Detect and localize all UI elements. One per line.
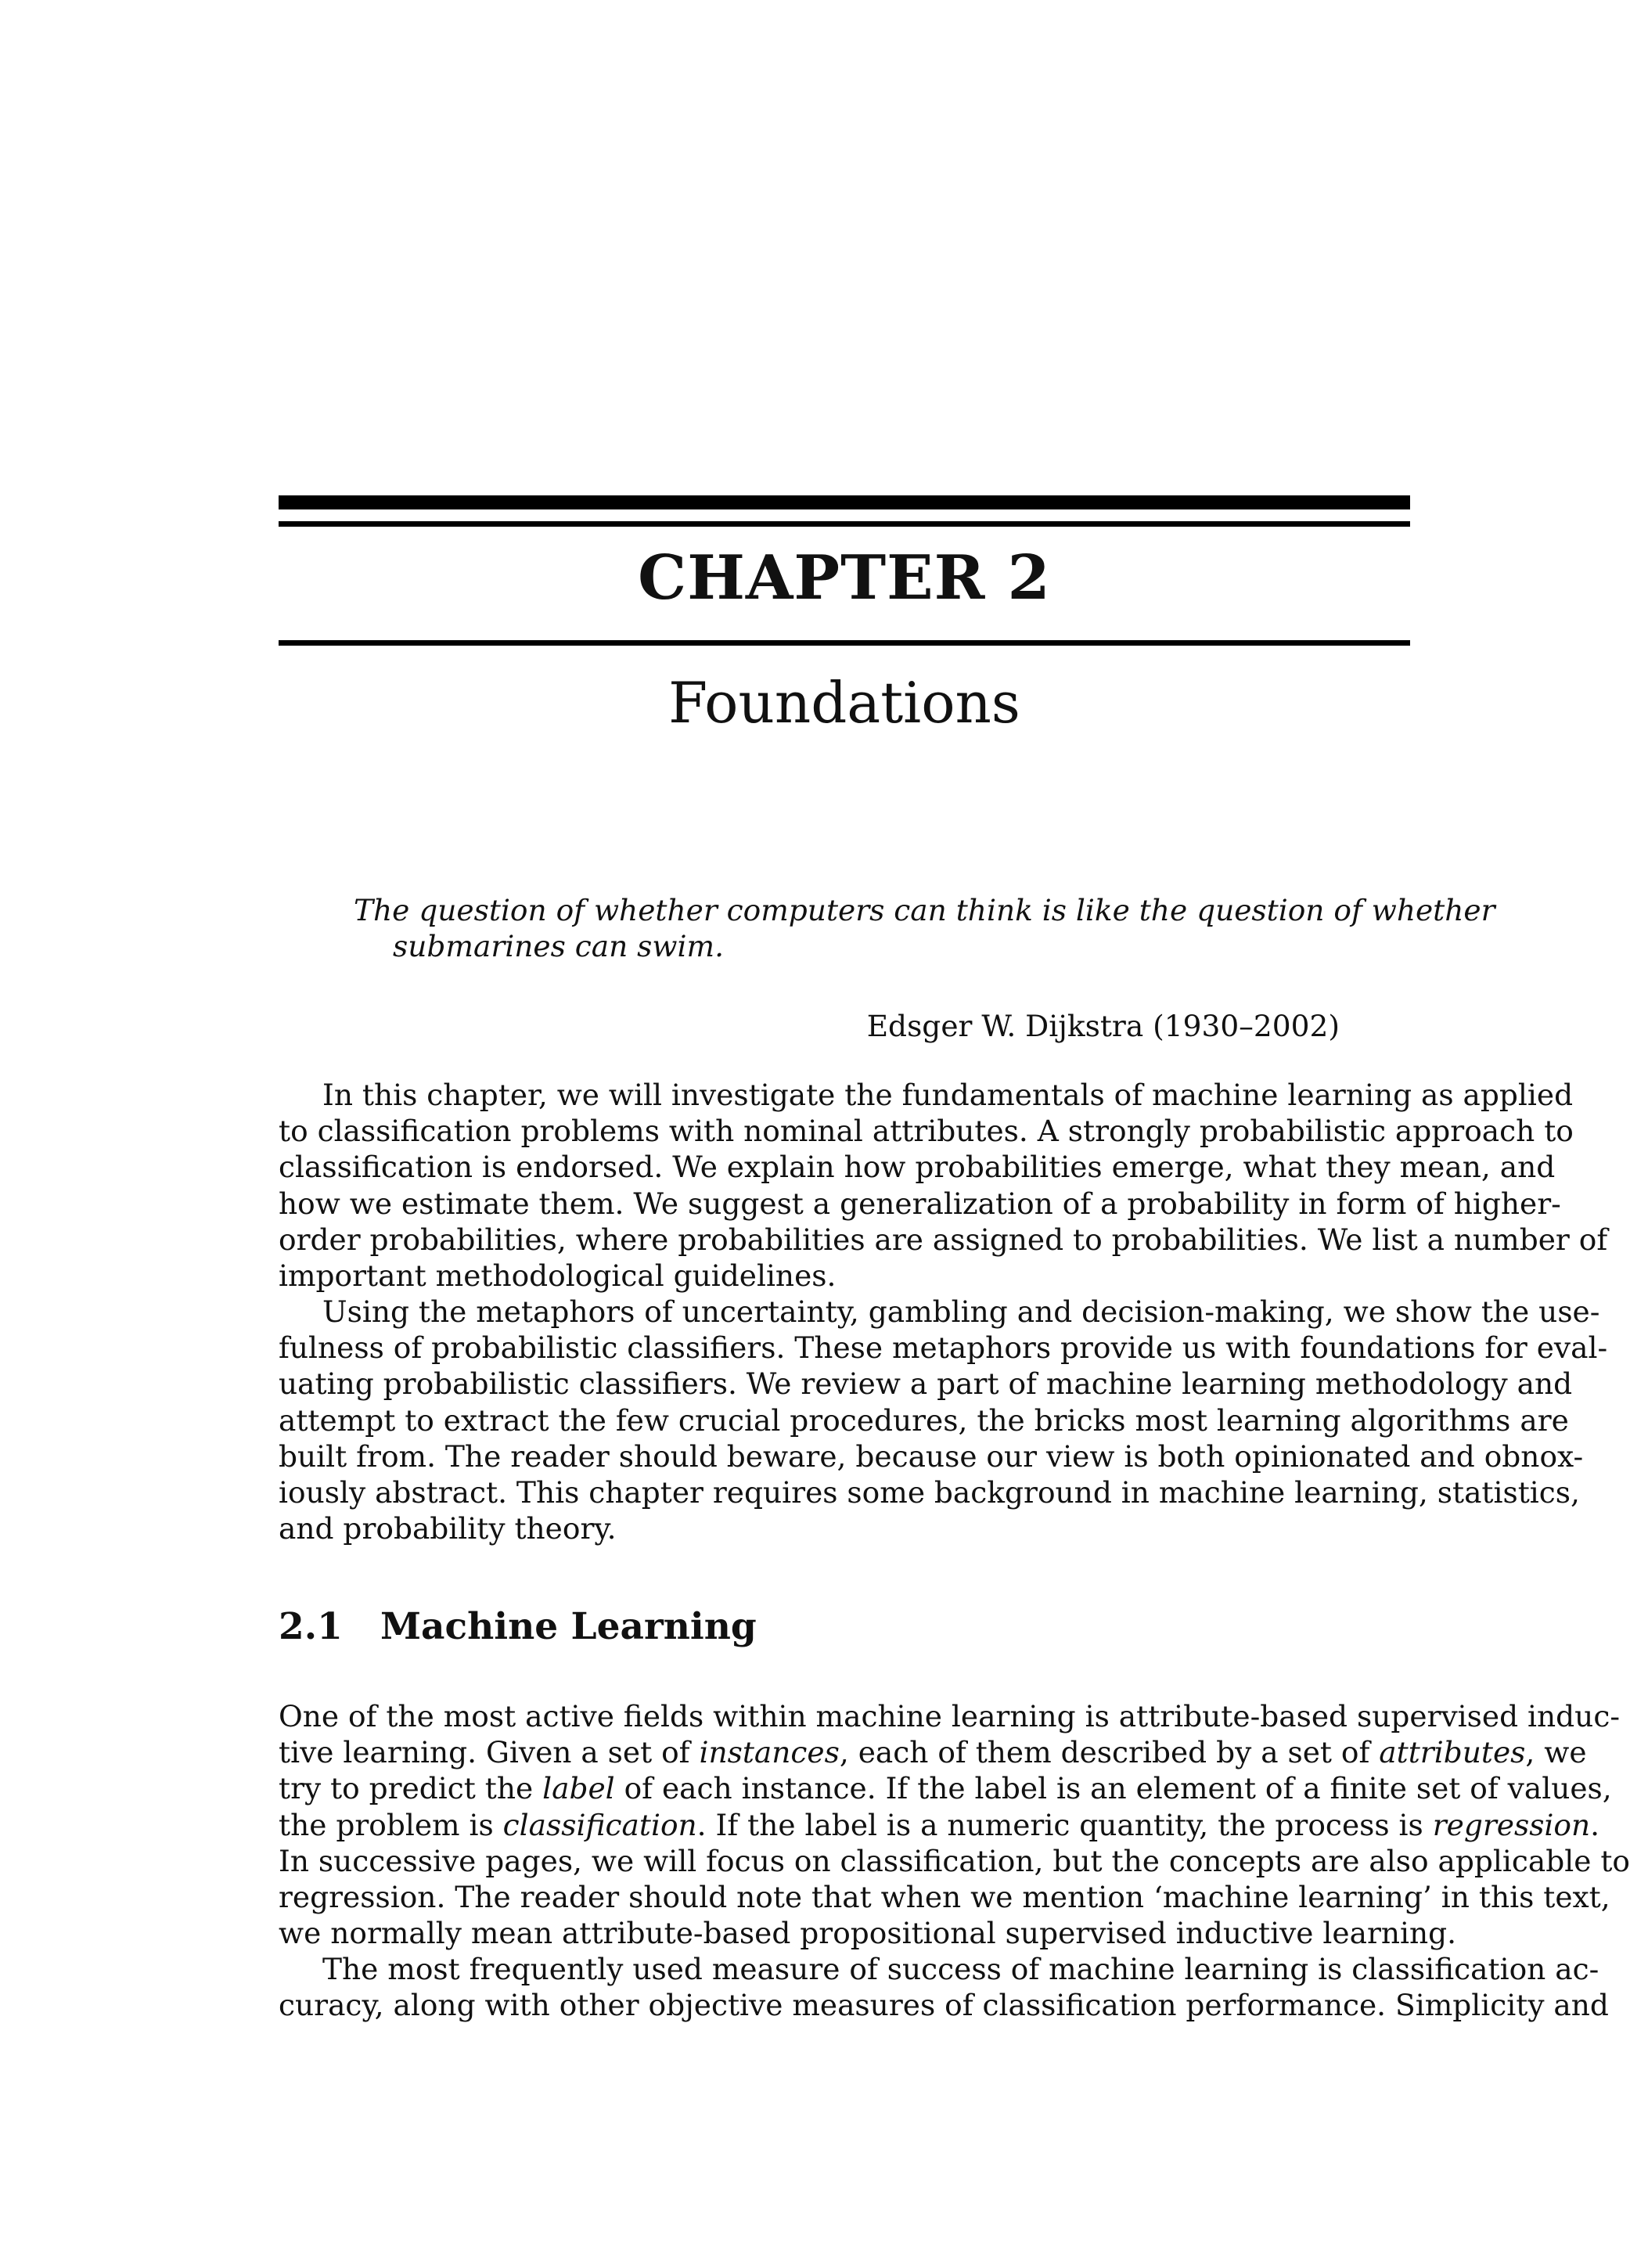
term-attributes: attributes: [1379, 1735, 1526, 1770]
epigraph: [354, 892, 1495, 964]
text-line: important methodological guidelines.: [279, 1258, 837, 1294]
chapter-top-thin-rule: [279, 521, 1410, 527]
text-line: uating probabilistic classifiers. We review a part of machine learning methodology and: [279, 1366, 1573, 1402]
text-line: fulness of probabilistic classifiers. These metaphors provide us with foundations for eval-: [279, 1330, 1608, 1366]
text-line: In successive pages, we will focus on classification, but the concepts are also applicable to: [279, 1843, 1630, 1878]
text-line: built from. The reader should beware, because our view is both opinionated and obnox-: [279, 1438, 1584, 1474]
text-line: classification is endorsed. We explain how probabilities emerge, what they mean, and: [279, 1150, 1556, 1185]
text-line: One of the most active fields within machine learning is attribute-based supervised induc-: [279, 1699, 1620, 1733]
text-line: In this chapter, we will investigate the fundamentals of machine learning as applied: [322, 1078, 1574, 1112]
epigraph-attribution: Edsger W. Dijkstra (1930–2002): [866, 1009, 1340, 1043]
text-line: order probabilities, where probabilities are assigned to probabilities. We list a number of: [279, 1222, 1608, 1257]
section-paragraph-2: [279, 1951, 1609, 2023]
term-regression: regression: [1432, 1807, 1591, 1842]
text-line: iously abstract. This chapter requires some background in machine learning, statistics,: [279, 1475, 1580, 1510]
text-line: curacy, along with other objective measures of classification performance. Simplicity and: [279, 1988, 1609, 2023]
intro-paragraph-1: [279, 1077, 1608, 1294]
text-line: how we estimate them. We suggest a generalization of a probability in form of higher-: [279, 1186, 1561, 1221]
term-instances: instances: [699, 1735, 840, 1770]
section-number: 2.1: [279, 1605, 343, 1648]
text-line: Using the metaphors of uncertainty, gambling and decision-making, we show the use-: [322, 1294, 1600, 1329]
term-classification: classification: [502, 1807, 697, 1842]
chapter-middle-rule: [279, 640, 1410, 646]
text-line: tive learning. Given a set of instances, each of them described by a set of attributes, we: [279, 1735, 1587, 1770]
section-heading: [279, 1605, 1410, 1648]
section-paragraph-1: [279, 1698, 1630, 1951]
chapter-top-thick-rule: [279, 495, 1410, 509]
term-label: label: [542, 1771, 615, 1806]
text-line: The most frequently used measure of success of machine learning is classification ac-: [322, 1952, 1599, 1986]
text-line: the problem is classification. If the label is a numeric quantity, the process is regression.: [279, 1807, 1600, 1842]
intro-paragraph-2: [279, 1294, 1608, 1546]
section-title: Machine Learning: [380, 1605, 757, 1648]
text-line: and probability theory.: [279, 1511, 617, 1546]
text-line: to classification problems with nominal attributes. A strongly probabilistic approach to: [279, 1114, 1574, 1149]
chapter-label: CHAPTER 2: [638, 542, 1051, 614]
text-line: attempt to extract the few crucial procedures, the bricks most learning algorithms are: [279, 1402, 1569, 1438]
text-line: regression. The reader should note that when we mention ‘machine learning’ in this text,: [279, 1880, 1610, 1915]
epigraph-line: The question of whether computers can think is like the question of whether: [354, 893, 1495, 927]
text-line: we normally mean attribute-based propositional supervised inductive learning.: [279, 1916, 1457, 1951]
chapter-title: Foundations: [668, 670, 1020, 736]
text-line: try to predict the label of each instance. If the label is an element of a finite set of values,: [279, 1771, 1612, 1806]
epigraph-line: submarines can swim.: [393, 929, 724, 963]
